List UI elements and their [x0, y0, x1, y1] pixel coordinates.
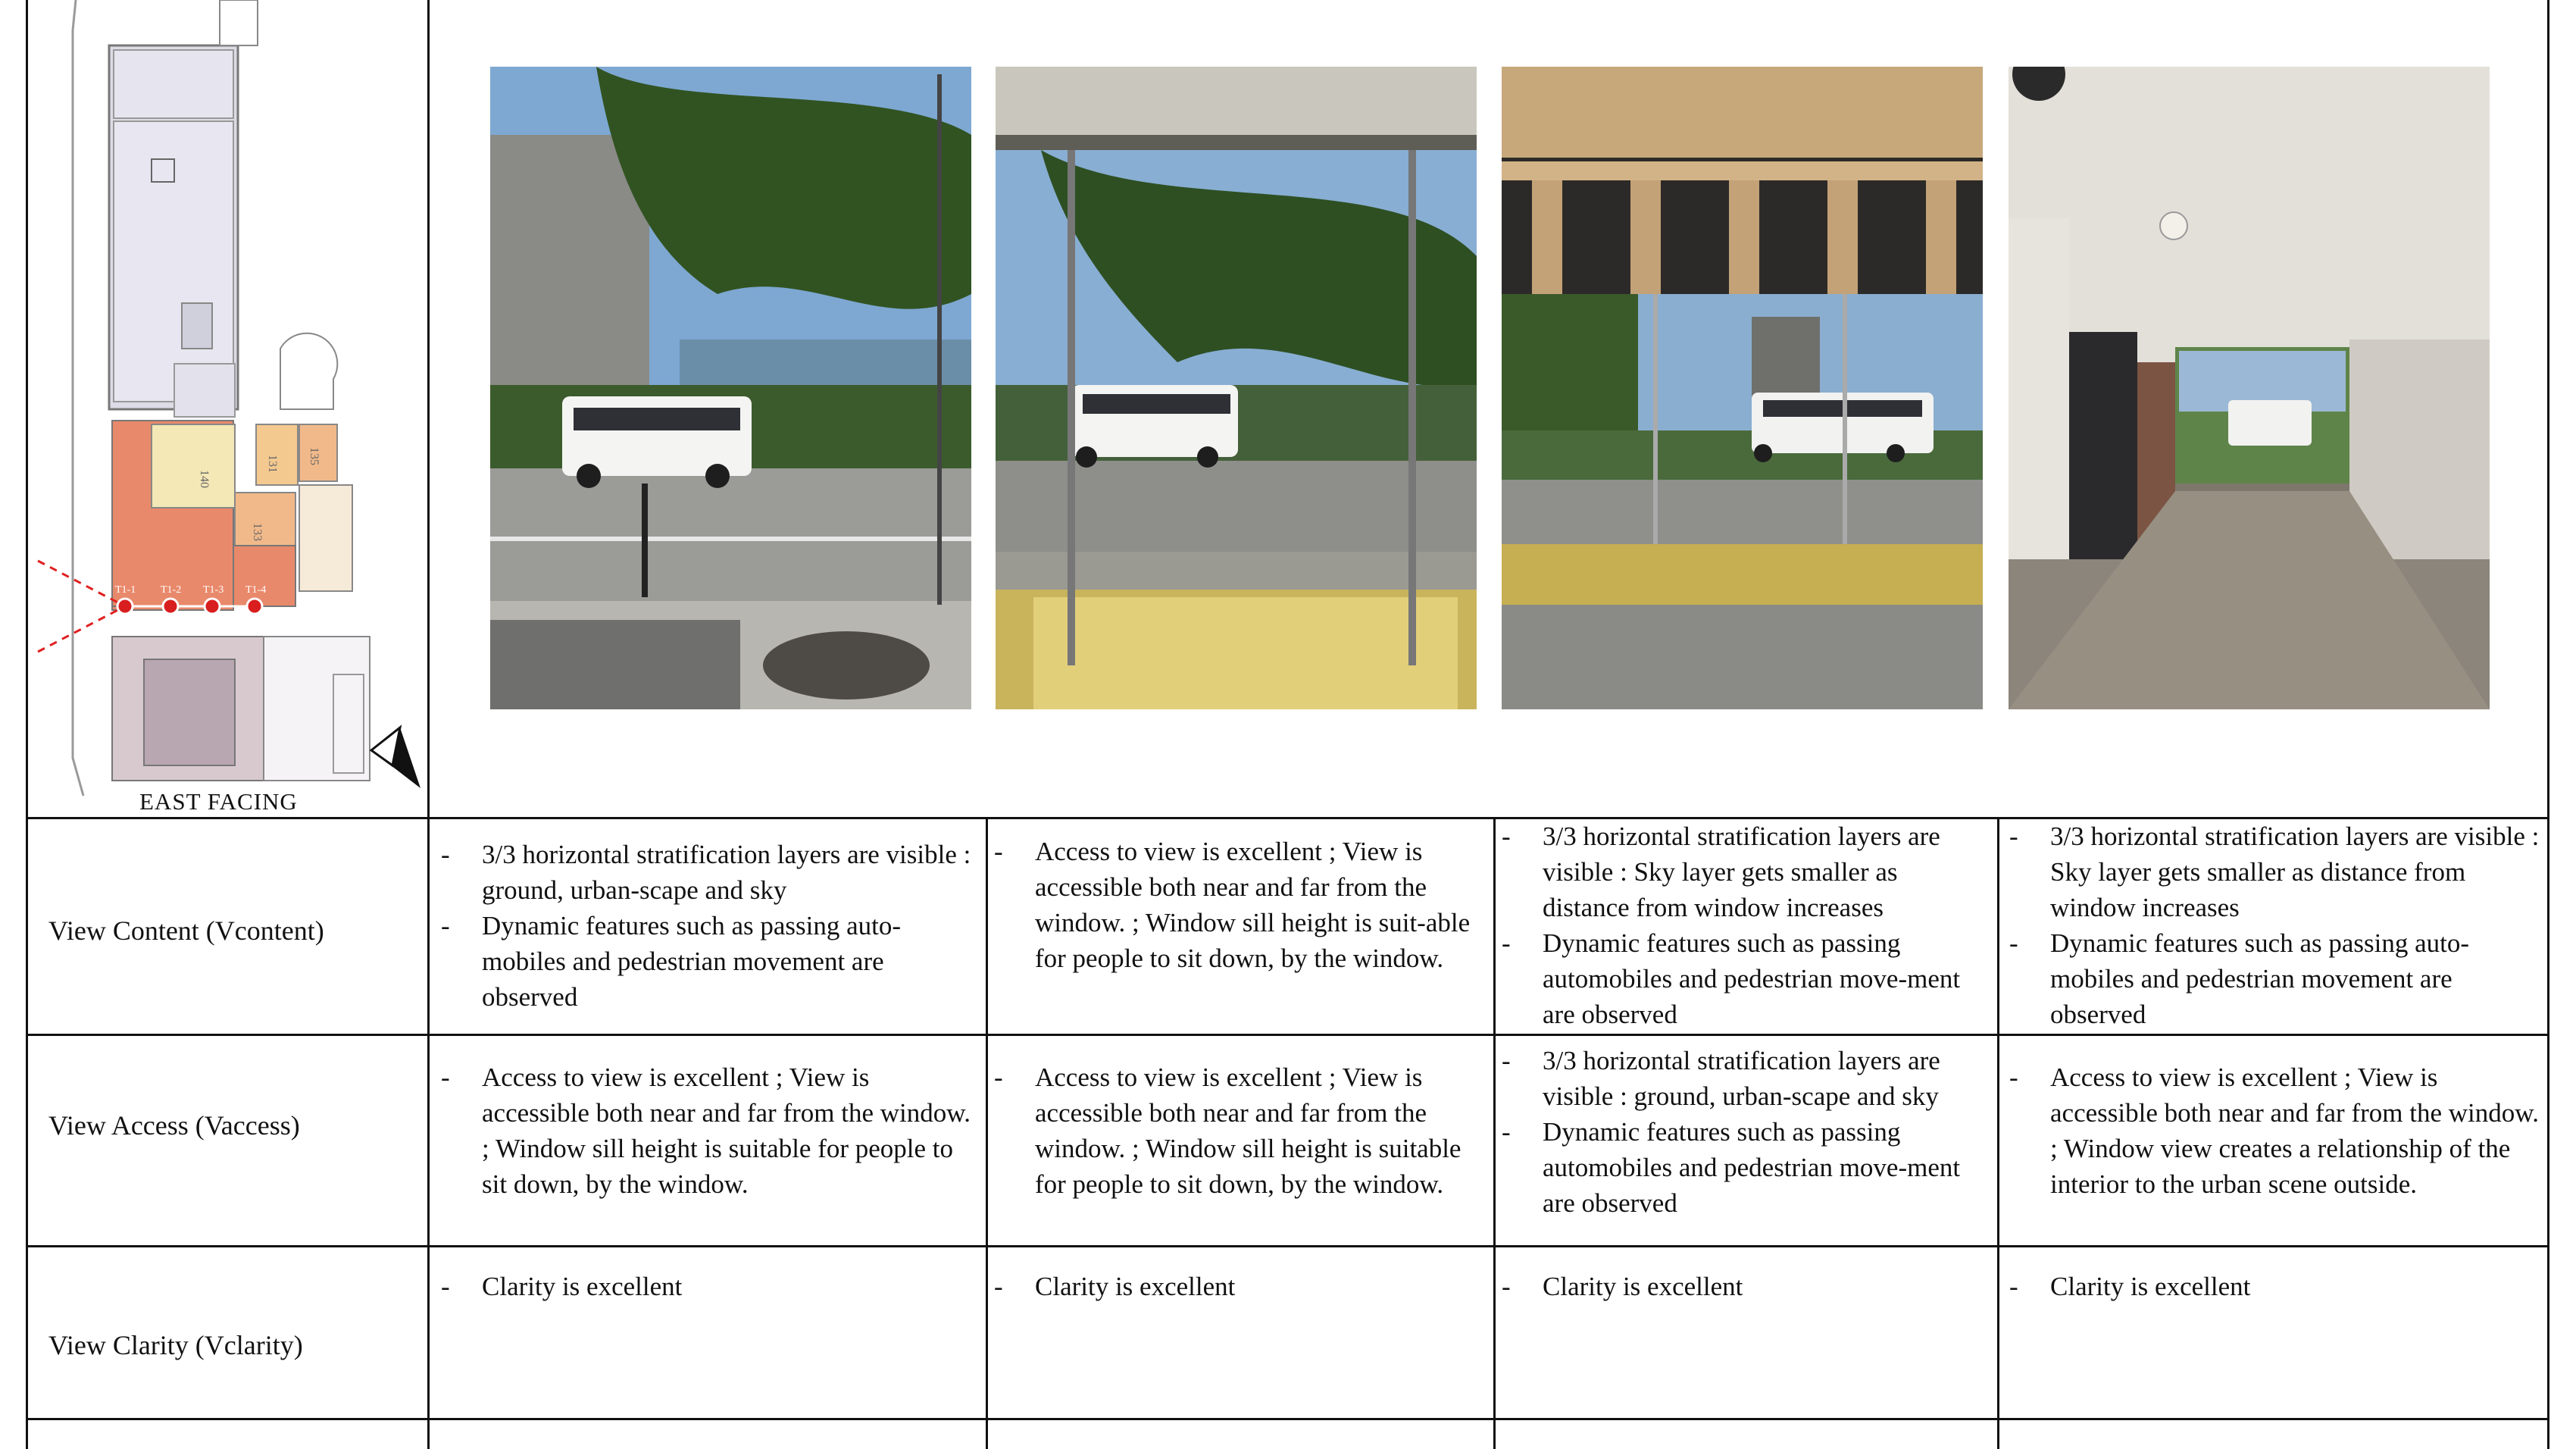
access-cell-3 — [1502, 1043, 1987, 1221]
content-cell-4 — [2009, 818, 2540, 1032]
clarity-cell-1 — [441, 1269, 971, 1304]
cell-bullet: - Dynamic features such as passing automobiles and pedestrian move-ment are observed — [1502, 1114, 1987, 1221]
grid-line — [26, 1034, 2549, 1036]
clarity-cell-3 — [1502, 1269, 1987, 1304]
cell-bullet: - 3/3 horizontal stratification layers are visible : Sky layer gets smaller as distance from window increases — [1502, 818, 1987, 925]
content-cell-2 — [994, 834, 1487, 976]
view-point-label: T1-1 — [115, 584, 136, 596]
cell-bullet: - Dynamic features such as passing auto-mobiles and pedestrian movement are observed — [441, 908, 971, 1015]
view-point-marker — [117, 599, 133, 614]
cell-bullet: - 3/3 horizontal stratification layers are visible : ground, urban-scape and sky — [441, 837, 971, 908]
view-point-label: T1-2 — [161, 584, 182, 596]
clarity-cell-4 — [2009, 1269, 2540, 1304]
svg-text:133: 133 — [251, 523, 264, 541]
svg-text:135: 135 — [308, 447, 320, 465]
view-point-label: T1-3 — [203, 584, 224, 596]
cell-bullet: - Dynamic features such as passing auto-mobiles and pedestrian movement are observed — [2009, 925, 2540, 1032]
view-point-marker — [247, 599, 262, 614]
floor-plan-drawing — [30, 0, 424, 817]
grid-line — [2547, 0, 2549, 1449]
view-photo-2 — [996, 67, 1477, 709]
svg-text:131: 131 — [266, 455, 279, 473]
view-photo-3 — [1502, 67, 1983, 709]
access-cell-2 — [994, 1059, 1487, 1202]
cell-bullet: - Clarity is excellent — [1502, 1269, 1987, 1304]
view-photo-4 — [2009, 67, 2490, 709]
cell-bullet: - Clarity is excellent — [2009, 1269, 2540, 1304]
grid-line — [1997, 818, 1999, 1449]
view-point-label: T1-4 — [245, 584, 267, 596]
content-cell-1 — [441, 837, 971, 1015]
view-photo-1 — [490, 67, 971, 709]
view-point-marker — [163, 599, 178, 614]
content-cell-3 — [1502, 818, 1987, 1032]
grid-line — [26, 0, 28, 1449]
grid-line — [427, 0, 430, 1449]
cell-bullet: - Access to view is excellent ; View is accessible both near and far from the window. ; Window sill height is suitable for people to sit down, by the window. — [994, 1059, 1487, 1202]
plan-caption: EAST FACING — [139, 788, 298, 815]
grid-line — [1493, 818, 1496, 1449]
cell-bullet: - 3/3 horizontal stratification layers are visible : ground, urban-scape and sky — [1502, 1043, 1987, 1114]
clarity-cell-2 — [994, 1269, 1487, 1304]
row-label-view-access: View Access (Vaccess) — [48, 1110, 300, 1141]
north-arrow-icon — [371, 728, 420, 788]
cell-bullet: - Clarity is excellent — [994, 1269, 1487, 1304]
view-point-marker — [205, 599, 220, 614]
cell-bullet: - Access to view is excellent ; View is accessible both near and far from the window. ; Window view creates a relationship of the interior to the urban scene outside. — [2009, 1059, 2540, 1202]
cell-bullet: - Dynamic features such as passing automobiles and pedestrian move-ment are observed — [1502, 925, 1987, 1032]
row-label-view-content: View Content (Vcontent) — [48, 915, 324, 946]
grid-line — [26, 1245, 2549, 1247]
cell-bullet: - 3/3 horizontal stratification layers are visible : Sky layer gets smaller as distance from window increases — [2009, 818, 2540, 925]
cell-bullet: - Clarity is excellent — [441, 1269, 971, 1304]
floor-plan — [30, 0, 424, 817]
row-label-view-clarity: View Clarity (Vclarity) — [48, 1330, 303, 1360]
grid-line — [986, 818, 988, 1449]
grid-line — [26, 1418, 2549, 1420]
cell-bullet: - Access to view is excellent ; View is accessible both near and far from the window. ; Window sill height is suit-able for people to sit down, by the window. — [994, 834, 1487, 976]
svg-text:140: 140 — [198, 470, 211, 488]
access-cell-4 — [2009, 1059, 2540, 1202]
access-cell-1 — [441, 1059, 971, 1202]
cell-bullet: - Access to view is excellent ; View is accessible both near and far from the window. ; Window sill height is suitable for people to sit down, by the window. — [441, 1059, 971, 1202]
